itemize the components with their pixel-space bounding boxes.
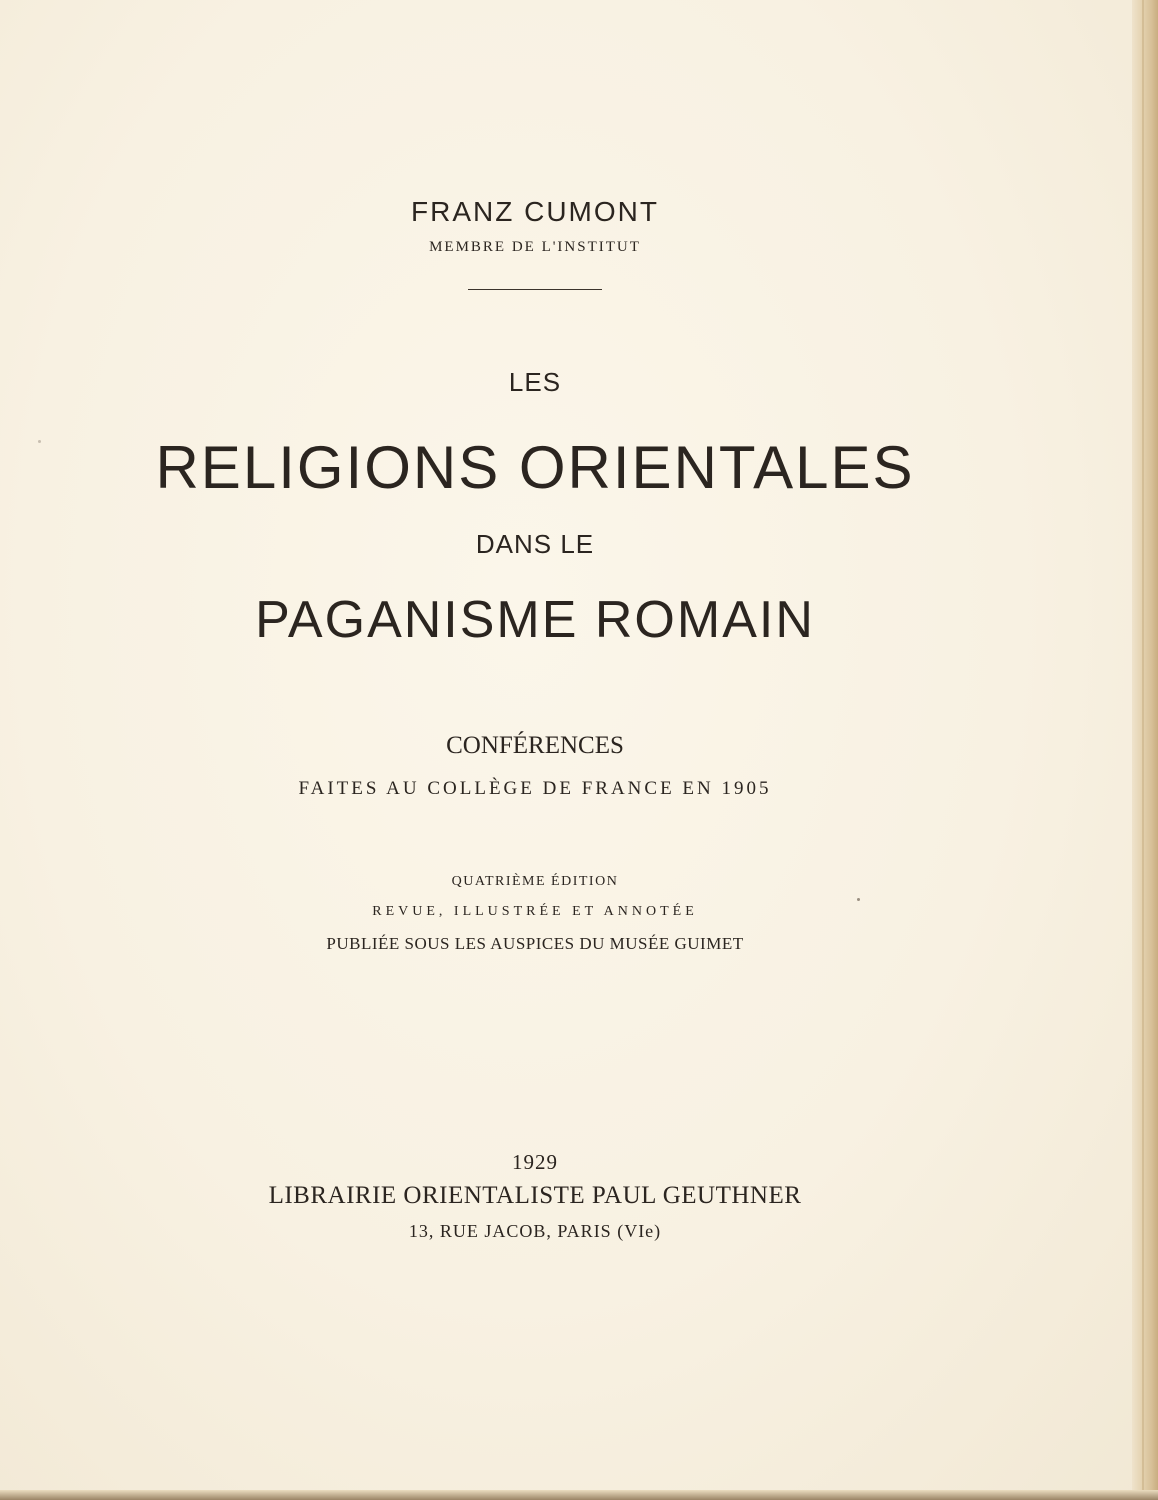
paper-speck [857,898,860,901]
author-affiliation: MEMBRE DE L'INSTITUT [429,239,641,255]
edition-detail: REVUE, ILLUSTRÉE ET ANNOTÉE [372,904,698,919]
page-edge-line [1142,0,1144,1500]
title-main: RELIGIONS ORIENTALES [155,434,915,501]
publisher-address: 13, RUE JACOB, PARIS (VIe) [408,1221,662,1241]
page-edge-bottom [0,1490,1158,1500]
publisher-name: LIBRAIRIE ORIENTALISTE PAUL GEUTHNER [268,1182,802,1209]
subtitle: CONFÉRENCES [446,732,624,759]
paper-speck [38,440,41,443]
title-second: PAGANISME ROMAIN [255,591,815,649]
auspices-line: PUBLIÉE SOUS LES AUSPICES DU MUSÉE GUIMET [326,934,744,953]
title-connector: DANS LE [475,529,595,559]
title-article: LES [508,367,562,397]
subtitle-detail: FAITES AU COLLÈGE DE FRANCE EN 1905 [298,778,772,799]
page-edge-right [1132,0,1158,1500]
divider-rule [468,289,602,290]
publication-year: 1929 [512,1150,558,1174]
author-name: FRANZ CUMONT [411,196,659,227]
edition-label: QUATRIÈME ÉDITION [451,874,619,889]
